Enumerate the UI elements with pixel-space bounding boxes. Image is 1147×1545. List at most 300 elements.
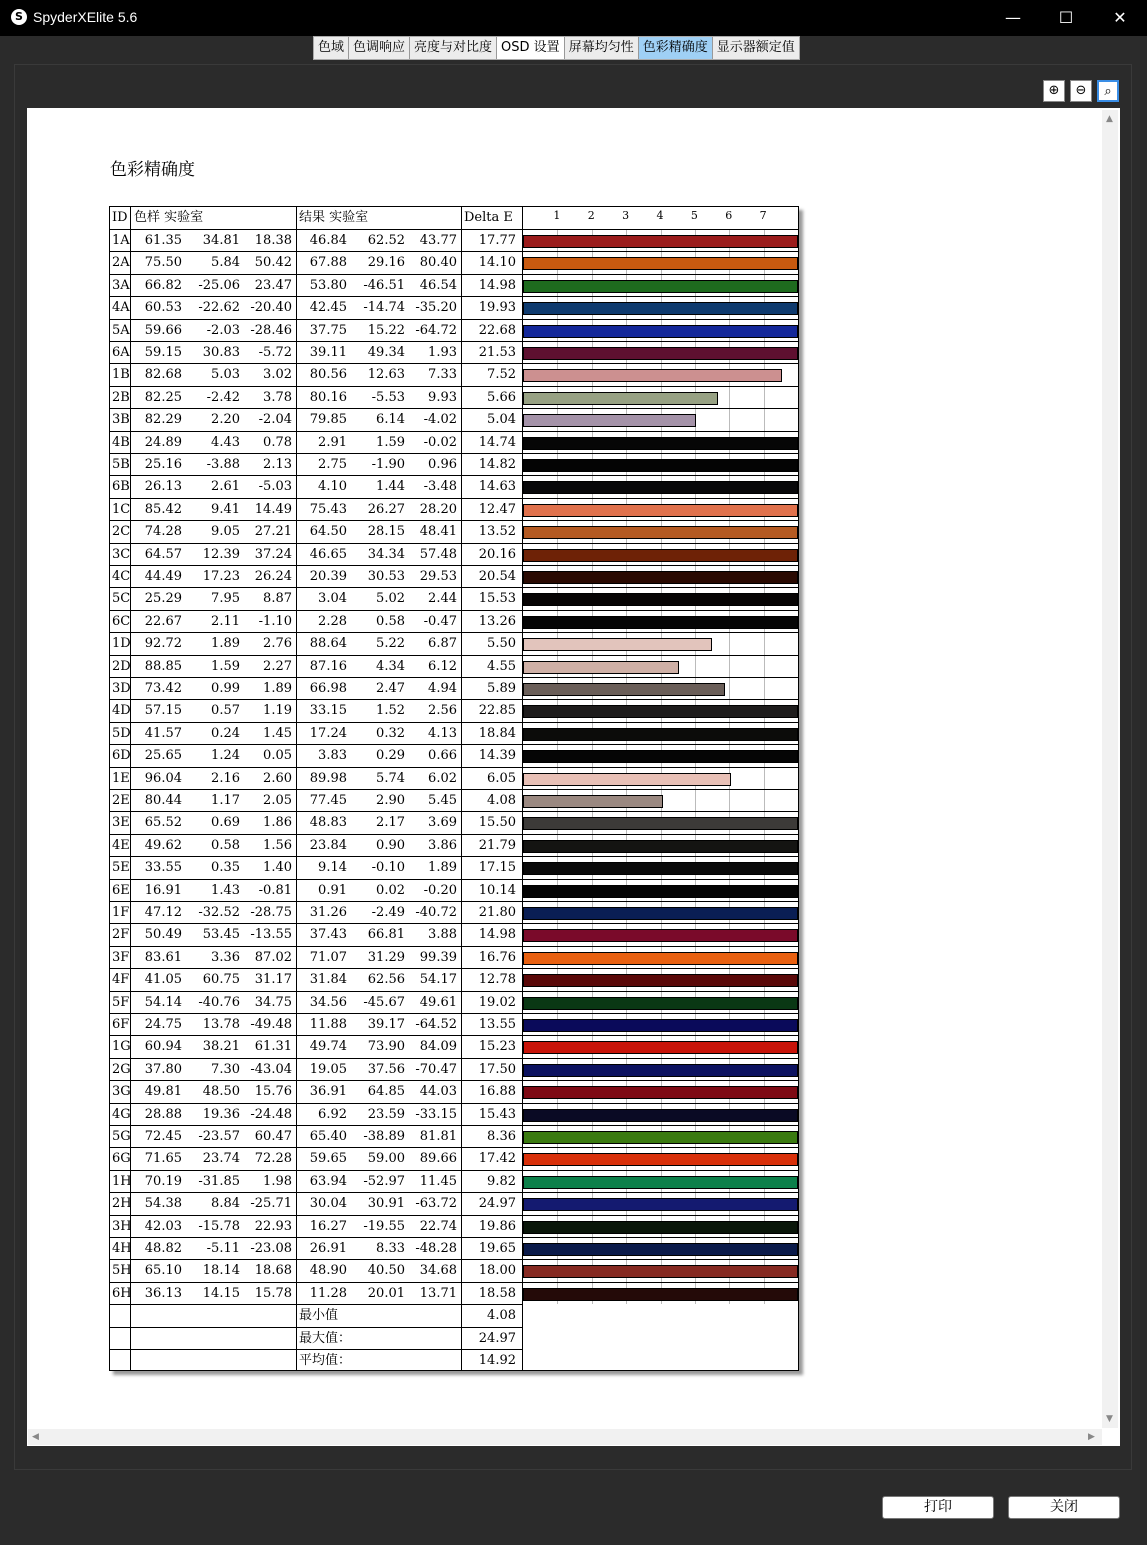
sample-lab-value: -22.62 <box>198 300 240 316</box>
spyder-logo-icon: S <box>11 9 27 25</box>
result-lab-value: 64.50 <box>309 524 347 540</box>
sample-lab-value: 14.49 <box>254 501 292 517</box>
delta-tick-label: 5 <box>690 209 698 222</box>
result-lab-value: 65.40 <box>309 1129 347 1144</box>
delta-e-bar <box>523 1265 798 1278</box>
result-lab-value: 37.75 <box>309 322 347 338</box>
delta-e-value: 13.52 <box>478 524 516 540</box>
result-lab-value: 26.91 <box>309 1241 347 1256</box>
result-lab-value: 49.74 <box>309 1039 347 1055</box>
sample-lab-value: -32.52 <box>198 905 240 920</box>
table-row <box>110 475 798 497</box>
delta-e-value: 15.43 <box>478 1106 516 1122</box>
result-lab-value: -0.47 <box>423 613 457 629</box>
sample-lab-value: 2.61 <box>211 479 240 495</box>
sample-lab-value: 50.49 <box>144 927 182 943</box>
table-row <box>110 1080 798 1102</box>
result-lab-value: 4.13 <box>428 725 457 741</box>
result-lab-value: -64.52 <box>415 1017 457 1032</box>
scroll-right-icon[interactable]: ▶ <box>1088 1432 1095 1442</box>
delta-e-value: 12.47 <box>478 501 516 517</box>
delta-tick-label: 4 <box>656 209 664 222</box>
result-lab-value: 53.80 <box>309 277 347 293</box>
summary-label: 平均值： <box>299 1353 352 1368</box>
sample-lab-value: 27.21 <box>254 524 292 540</box>
delta-e-value: 22.85 <box>478 703 516 719</box>
sample-lab-value: 2.76 <box>263 636 292 652</box>
sample-lab-value: 54.14 <box>144 994 182 1010</box>
result-lab-value: 2.75 <box>318 457 347 472</box>
close-window-button[interactable]: ✕ <box>1113 8 1127 27</box>
delta-e-value: 12.78 <box>478 972 516 988</box>
result-lab-value: 89.98 <box>309 770 347 786</box>
result-lab-value: 43.77 <box>419 233 457 248</box>
delta-e-value: 10.14 <box>478 882 516 898</box>
sample-lab-value: 22.93 <box>254 1218 292 1234</box>
sample-lab-value: 60.53 <box>144 300 182 316</box>
tab-brightness-contrast[interactable]: 亮度与对比度 <box>410 37 497 59</box>
delta-e-bar <box>523 1198 798 1211</box>
sample-lab-value: 44.49 <box>144 569 182 584</box>
summary-value: 24.97 <box>478 1330 516 1346</box>
delta-e-value: 14.98 <box>478 277 516 293</box>
result-lab-value: 0.32 <box>376 725 405 741</box>
sample-lab-value: 72.28 <box>254 1151 292 1167</box>
result-lab-value: 3.04 <box>318 591 347 607</box>
window-title: SpyderXElite 5.6 <box>33 9 138 25</box>
summary-value: 14.92 <box>478 1353 516 1368</box>
delta-e-value: 24.97 <box>478 1196 516 1212</box>
delta-e-value: 16.88 <box>478 1084 516 1100</box>
sample-lab-value: 1.98 <box>263 1173 292 1189</box>
result-lab-value: 62.52 <box>367 233 405 248</box>
table-row <box>110 699 798 721</box>
table-row <box>110 1259 798 1281</box>
result-lab-value: 0.91 <box>318 882 347 898</box>
table-row <box>110 565 798 587</box>
delta-e-value: 7.52 <box>487 367 516 383</box>
sample-lab-value: 47.12 <box>144 905 182 920</box>
result-lab-value: 87.16 <box>309 658 347 674</box>
result-lab-value: 66.98 <box>309 681 347 696</box>
table-row <box>110 408 798 430</box>
result-lab-value: 11.45 <box>419 1173 457 1189</box>
delta-e-bar <box>523 885 798 898</box>
table-row <box>110 296 798 318</box>
delta-e-bar <box>523 929 798 942</box>
table-row <box>110 229 798 251</box>
result-lab-value: 23.84 <box>309 837 347 853</box>
sample-lab-value: 59.66 <box>144 322 182 338</box>
table-row <box>110 1237 798 1259</box>
sample-lab-value: 22.67 <box>144 613 182 629</box>
sample-lab-value: 7.30 <box>211 1061 240 1077</box>
result-lab-value: 49.61 <box>419 994 457 1010</box>
patch-id: 4G <box>112 1106 131 1122</box>
delta-e-bar <box>523 257 798 270</box>
result-lab-value: 81.81 <box>419 1129 457 1144</box>
sample-lab-value: 1.40 <box>263 860 292 876</box>
table-row <box>110 856 798 878</box>
print-button[interactable]: 打印 <box>882 1496 994 1519</box>
patch-id: 1E <box>112 770 130 786</box>
delta-e-value: 8.36 <box>487 1129 516 1144</box>
delta-e-value: 5.04 <box>487 412 516 428</box>
sample-lab-value: -25.06 <box>198 277 240 293</box>
delta-e-bar <box>523 526 798 539</box>
horizontal-scrollbar[interactable] <box>28 1429 1102 1445</box>
patch-id: 4D <box>112 703 131 719</box>
table-row <box>110 319 798 341</box>
tab-gamut[interactable]: 色域 <box>314 37 349 59</box>
delta-e-value: 16.76 <box>478 949 516 965</box>
result-lab-value: 6.87 <box>428 636 457 652</box>
result-lab-value: 1.44 <box>376 479 405 495</box>
table-row <box>110 1215 798 1237</box>
table-row <box>110 991 798 1013</box>
sample-lab-value: 1.43 <box>211 882 240 898</box>
delta-e-bar <box>523 1086 798 1099</box>
sample-lab-value: 37.24 <box>254 546 292 562</box>
delta-e-value: 14.82 <box>478 457 516 472</box>
patch-id: 5C <box>112 591 131 607</box>
delta-e-value: 4.08 <box>487 793 516 808</box>
result-lab-value: 30.91 <box>367 1196 405 1212</box>
result-lab-value: -19.55 <box>363 1218 405 1234</box>
sample-lab-value: 37.80 <box>144 1061 182 1077</box>
patch-id: 2A <box>112 255 130 271</box>
sample-lab-value: 15.78 <box>254 1285 292 1301</box>
patch-id: 5A <box>112 322 130 338</box>
sample-lab-value: 5.03 <box>211 367 240 383</box>
maximize-button[interactable]: ☐ <box>1058 8 1074 27</box>
patch-id: 6A <box>112 345 130 360</box>
header-id: ID <box>112 210 128 225</box>
sample-lab-value: 96.04 <box>144 770 182 786</box>
delta-e-value: 17.15 <box>478 860 516 876</box>
sample-lab-value: 1.24 <box>211 748 240 764</box>
delta-e-bar <box>523 907 798 920</box>
result-lab-value: 44.03 <box>419 1084 457 1100</box>
result-lab-value: 11.88 <box>309 1017 347 1032</box>
result-lab-value: 23.59 <box>367 1106 405 1122</box>
scroll-up-icon[interactable]: ▲ <box>1106 114 1113 124</box>
result-lab-value: 12.63 <box>367 367 405 383</box>
patch-id: 1A <box>112 233 130 248</box>
delta-e-value: 5.66 <box>487 389 516 405</box>
sample-lab-value: -13.55 <box>250 927 292 943</box>
sample-lab-value: 48.50 <box>202 1084 240 1100</box>
delta-e-value: 9.82 <box>487 1173 516 1189</box>
scroll-down-icon[interactable]: ▼ <box>1106 1414 1113 1424</box>
result-lab-value: 19.05 <box>309 1061 347 1077</box>
patch-id: 4A <box>112 300 130 316</box>
sample-lab-value: 34.75 <box>254 994 292 1010</box>
sample-lab-value: 5.84 <box>211 255 240 271</box>
delta-e-bar <box>523 1064 798 1077</box>
result-lab-value: 48.41 <box>419 524 457 540</box>
delta-e-bar <box>523 437 798 450</box>
result-lab-value: 11.28 <box>309 1285 347 1301</box>
scroll-left-icon[interactable]: ◀ <box>32 1432 39 1442</box>
sample-lab-value: 1.19 <box>263 703 292 719</box>
result-lab-value: -2.49 <box>371 905 405 920</box>
result-lab-value: 88.64 <box>309 636 347 652</box>
patch-id: 5D <box>112 725 131 741</box>
table-row <box>110 1103 798 1125</box>
delta-e-bar <box>523 661 679 674</box>
table-row <box>110 431 798 453</box>
patch-id: 5F <box>112 994 130 1010</box>
delta-e-value: 17.50 <box>478 1061 516 1077</box>
result-lab-value: 2.28 <box>318 613 347 629</box>
sample-lab-value: 19.36 <box>202 1106 240 1122</box>
sample-lab-value: 72.45 <box>144 1129 182 1144</box>
table-row <box>110 834 798 856</box>
sample-lab-value: 60.75 <box>202 972 240 988</box>
sample-lab-value: 0.24 <box>211 725 240 741</box>
patch-id: 3C <box>112 546 131 562</box>
result-lab-value: 34.56 <box>309 994 347 1010</box>
patch-id: 3B <box>112 412 130 428</box>
table-row <box>110 789 798 811</box>
table-row <box>110 543 798 565</box>
tab-screen-uniformity[interactable]: 屏幕均匀性 <box>565 37 639 59</box>
result-lab-value: 39.17 <box>367 1017 405 1032</box>
sample-lab-value: 1.17 <box>211 793 240 808</box>
result-lab-value: 4.10 <box>318 479 347 495</box>
table-row <box>110 1125 798 1147</box>
result-lab-value: 80.56 <box>309 367 347 383</box>
vertical-scrollbar[interactable] <box>1102 110 1118 1428</box>
sample-lab-value: 57.15 <box>144 703 182 719</box>
sample-lab-value: 2.16 <box>211 770 240 786</box>
sample-lab-value: 7.95 <box>211 591 240 607</box>
sample-lab-value: 17.23 <box>202 569 240 584</box>
result-lab-value: 20.01 <box>367 1285 405 1301</box>
sample-lab-value: 0.78 <box>263 434 292 450</box>
result-lab-value: -48.28 <box>415 1241 457 1256</box>
table-row <box>110 363 798 385</box>
sample-lab-value: 1.45 <box>263 725 292 741</box>
sample-lab-value: 15.76 <box>254 1084 292 1100</box>
delta-e-bar <box>523 817 798 830</box>
sample-lab-value: 60.94 <box>144 1039 182 1055</box>
sample-lab-value: -5.03 <box>258 479 292 495</box>
zoom-out-icon[interactable]: ⊖ <box>1070 80 1092 102</box>
report-title: 色彩精确度 <box>110 160 195 180</box>
sample-lab-value: 66.82 <box>144 277 182 293</box>
delta-e-value: 4.55 <box>487 658 516 674</box>
table-row <box>110 722 798 744</box>
table-row <box>110 520 798 542</box>
delta-e-bar <box>523 1041 798 1054</box>
zoom-in-icon[interactable]: ⊕ <box>1043 80 1065 102</box>
result-lab-value: 37.56 <box>367 1061 405 1077</box>
tab-tone-response[interactable]: 色调响应 <box>349 37 410 59</box>
tab-display-rating[interactable]: 显示器额定值 <box>713 37 799 59</box>
patch-id: 5H <box>112 1263 132 1279</box>
sample-lab-value: 65.10 <box>144 1263 182 1279</box>
patch-id: 4B <box>112 434 130 450</box>
sample-lab-value: 26.24 <box>254 569 292 584</box>
delta-e-bar <box>523 302 798 315</box>
delta-e-value: 17.42 <box>478 1151 516 1167</box>
table-row <box>110 923 798 945</box>
result-lab-value: 30.53 <box>367 569 405 584</box>
result-lab-value: 73.90 <box>367 1039 405 1055</box>
sample-lab-value: 2.60 <box>263 770 292 786</box>
close-button[interactable]: 关闭 <box>1008 1496 1120 1519</box>
delta-e-bar <box>523 1176 798 1189</box>
result-lab-value: 75.43 <box>309 501 347 517</box>
result-lab-value: 29.16 <box>367 255 405 271</box>
sample-lab-value: -31.85 <box>198 1173 240 1189</box>
table-row <box>110 767 798 789</box>
result-lab-value: 31.26 <box>309 905 347 920</box>
sample-lab-value: -40.76 <box>198 994 240 1010</box>
sample-lab-value: 75.50 <box>144 255 182 271</box>
table-row <box>110 1035 798 1057</box>
result-lab-value: -1.90 <box>371 457 405 472</box>
result-lab-value: 0.58 <box>376 613 405 629</box>
sample-lab-value: -24.48 <box>250 1106 292 1122</box>
table-row <box>110 744 798 766</box>
sample-lab-value: 9.05 <box>211 524 240 540</box>
sample-lab-value: 53.45 <box>202 927 240 943</box>
patch-id: 4F <box>112 972 130 988</box>
delta-e-bar <box>523 347 798 360</box>
delta-e-bar <box>523 728 798 741</box>
delta-e-bar <box>523 369 782 382</box>
tab-color-accuracy[interactable]: 色彩精确度 <box>639 37 713 59</box>
result-lab-value: 2.17 <box>376 815 405 831</box>
table-row <box>110 1058 798 1080</box>
delta-e-bar <box>523 459 798 472</box>
delta-e-value: 21.79 <box>478 837 516 853</box>
sample-lab-value: -5.72 <box>258 345 292 360</box>
delta-e-value: 15.53 <box>478 591 516 607</box>
result-lab-value: 46.65 <box>309 546 347 562</box>
tab-osd-settings[interactable]: OSD 设置 <box>497 37 565 59</box>
result-lab-value: 9.14 <box>318 860 347 876</box>
result-lab-value: 5.02 <box>376 591 405 607</box>
delta-e-value: 21.53 <box>478 345 516 360</box>
title-bar[interactable] <box>0 0 1147 36</box>
color-accuracy-table <box>109 206 799 1371</box>
sample-lab-value: 80.44 <box>144 793 182 808</box>
result-lab-value: 29.53 <box>419 569 457 584</box>
result-lab-value: -5.53 <box>371 389 405 405</box>
delta-e-value: 14.63 <box>478 479 516 495</box>
delta-e-value: 15.50 <box>478 815 516 831</box>
minimize-button[interactable]: — <box>1005 8 1021 27</box>
patch-id: 6G <box>112 1151 131 1167</box>
result-lab-value: 79.85 <box>309 412 347 428</box>
patch-id: 1G <box>112 1039 131 1055</box>
sample-lab-value: -1.10 <box>258 613 292 629</box>
sample-lab-value: 82.68 <box>144 367 182 383</box>
delta-e-bar <box>523 1288 798 1301</box>
patch-id: 1B <box>112 367 130 383</box>
result-lab-value: 0.02 <box>376 882 405 898</box>
result-lab-value: 17.24 <box>309 725 347 741</box>
result-lab-value: 33.15 <box>309 703 347 719</box>
delta-e-value: 19.86 <box>478 1218 516 1234</box>
sample-lab-value: 18.14 <box>202 1263 240 1279</box>
delta-e-bar <box>523 974 798 987</box>
result-lab-value: 6.14 <box>376 412 405 428</box>
result-lab-value: 16.27 <box>309 1218 347 1234</box>
sample-lab-value: -49.48 <box>250 1017 292 1032</box>
sample-lab-value: 3.36 <box>211 949 240 965</box>
table-row <box>110 1192 798 1214</box>
result-lab-value: 46.54 <box>419 277 457 293</box>
sample-lab-value: -2.04 <box>258 412 292 428</box>
sample-lab-value: 73.42 <box>144 681 182 696</box>
delta-e-bar <box>523 750 798 763</box>
result-lab-value: 64.85 <box>367 1084 405 1100</box>
result-lab-value: 49.34 <box>367 345 405 360</box>
zoom-fit-icon[interactable]: ⌕ <box>1097 80 1119 102</box>
result-lab-value: 48.83 <box>309 815 347 831</box>
sample-lab-value: -2.42 <box>206 389 240 405</box>
sample-lab-value: 25.16 <box>144 457 182 472</box>
delta-e-value: 19.65 <box>478 1241 516 1256</box>
result-lab-value: 34.68 <box>419 1263 457 1279</box>
sample-lab-value: 0.35 <box>211 860 240 876</box>
result-lab-value: -35.20 <box>415 300 457 316</box>
patch-id: 2E <box>112 793 130 808</box>
delta-e-bar <box>523 1019 798 1032</box>
sample-lab-value: 1.89 <box>211 636 240 652</box>
patch-id: 1H <box>112 1173 132 1189</box>
sample-lab-value: 1.59 <box>211 658 240 674</box>
result-lab-value: 39.11 <box>309 345 347 360</box>
sample-lab-value: 18.68 <box>254 1263 292 1279</box>
sample-lab-value: 71.65 <box>144 1151 182 1167</box>
result-lab-value: 84.09 <box>419 1039 457 1055</box>
delta-e-value: 6.05 <box>487 770 516 786</box>
sample-lab-value: 87.02 <box>254 949 292 965</box>
sample-lab-value: 24.75 <box>144 1017 182 1032</box>
result-lab-value: 1.59 <box>376 434 405 450</box>
summary-label: 最大值： <box>299 1330 352 1346</box>
delta-e-bar <box>523 504 798 517</box>
result-lab-value: 42.45 <box>309 300 347 316</box>
result-lab-value: 2.47 <box>376 681 405 696</box>
delta-e-value: 20.54 <box>478 569 516 584</box>
result-lab-value: 2.91 <box>318 434 347 450</box>
sample-lab-value: 26.13 <box>144 479 182 495</box>
result-lab-value: 5.74 <box>376 770 405 786</box>
delta-e-bar <box>523 1109 798 1122</box>
result-lab-value: 1.93 <box>428 345 457 360</box>
sample-lab-value: 23.74 <box>202 1151 240 1167</box>
sample-lab-value: 8.87 <box>263 591 292 607</box>
sample-lab-value: 9.41 <box>211 501 240 517</box>
patch-id: 4C <box>112 569 131 584</box>
patch-id: 2B <box>112 389 130 405</box>
result-lab-value: -64.72 <box>415 322 457 338</box>
table-row <box>110 1147 798 1169</box>
sample-lab-value: 64.57 <box>144 546 182 562</box>
delta-e-value: 14.98 <box>478 927 516 943</box>
table-row <box>110 386 798 408</box>
delta-e-value: 5.89 <box>487 681 516 696</box>
summary-row <box>110 1304 522 1326</box>
delta-e-bar <box>523 414 696 427</box>
